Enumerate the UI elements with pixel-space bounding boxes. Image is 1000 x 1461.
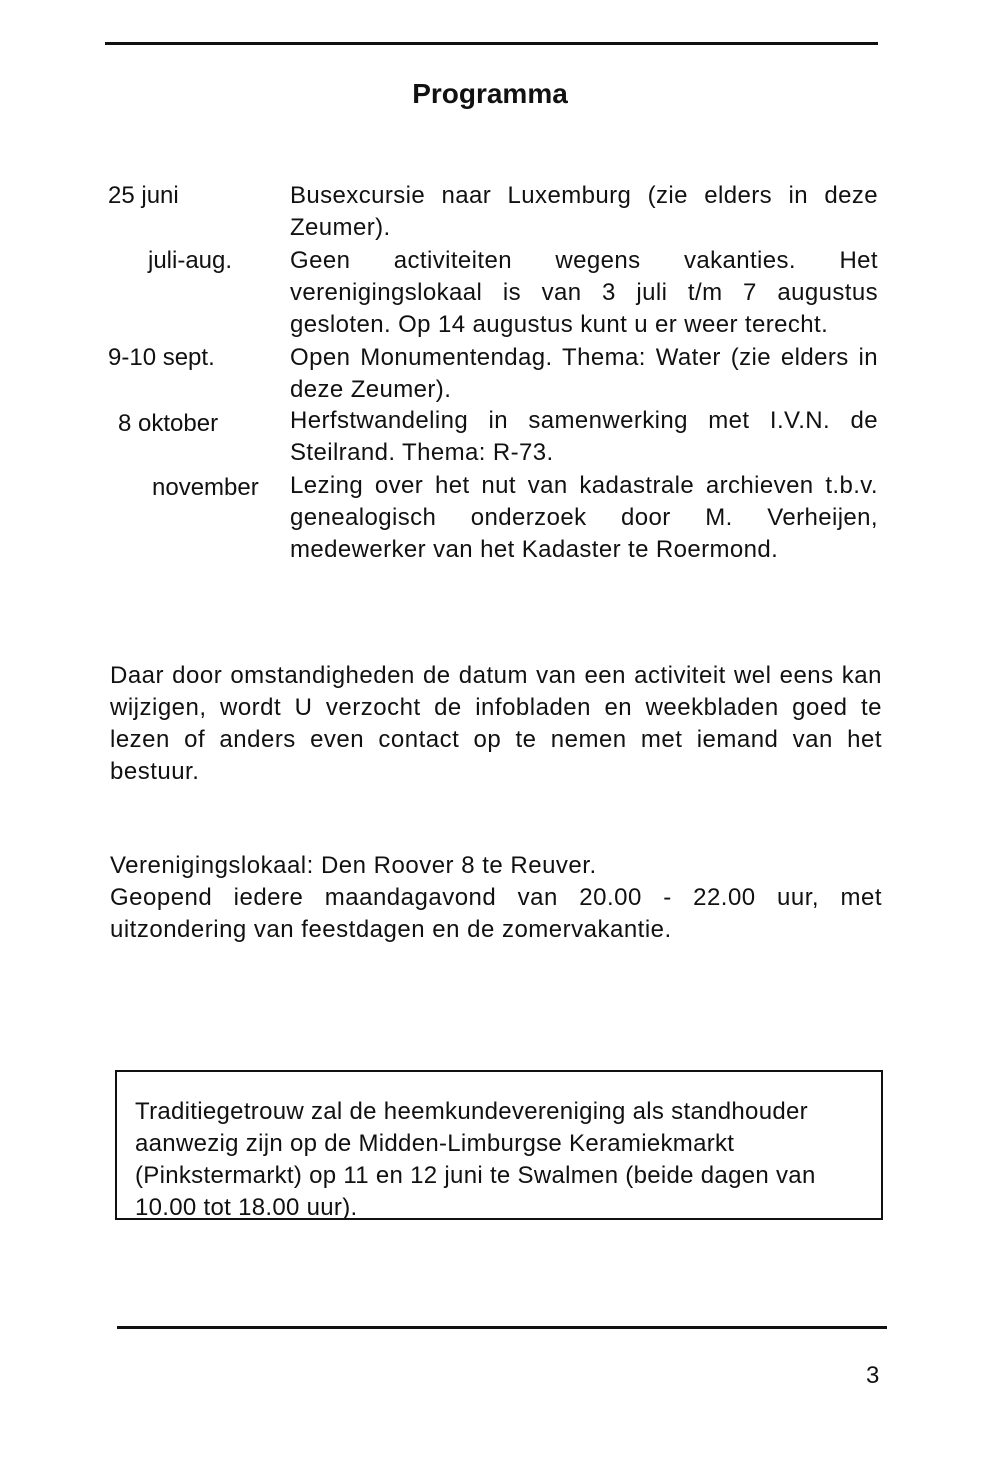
program-description: Herfstwandeling in samenwerking met I.V.N. de Steilrand. Thema: R-73. [290, 407, 878, 466]
notice-paragraph: Daar door omstandigheden de datum van een activiteit wel eens kan wijzigen, wordt U verzocht de infobladen en weekbladen goed te lezen of anders even contact op te nemen met iemand van het bestuur. [110, 662, 882, 785]
venue-location: Verenigingslokaal: Den Roover 8 te Reuver. [110, 852, 597, 879]
page-title: Programma [412, 78, 568, 109]
program-date: juli-aug. [148, 247, 233, 274]
top-rule [105, 42, 878, 45]
page-number: 3 [866, 1362, 880, 1389]
boxed-note [115, 1070, 883, 1220]
program-date: november [152, 474, 259, 501]
program-description: Geen activiteiten wegens vakanties. Het verenigingslokaal is van 3 juli t/m 7 augustus gesloten. Op 14 augustus kunt u er weer terecht. [290, 247, 878, 338]
program-description: Busexcursie naar Luxemburg (zie elders in deze Zeumer). [290, 182, 878, 241]
venue-hours: Geopend iedere maandagavond van 20.00 - 22.00 uur, met uitzondering van feestdagen en de zomervakantie. [110, 884, 882, 943]
program-description: Lezing over het nut van kadastrale archieven t.b.v. genealogisch onderzoek door M. Verheijen, medewerker van het Kadaster te Roermond. [290, 472, 878, 563]
program-description: Open Monumentendag. Thema: Water (zie elders in deze Zeumer). [290, 344, 878, 403]
program-date: 9-10 sept. [108, 344, 215, 371]
program-date: 8 oktober [118, 410, 219, 437]
bottom-rule [117, 1326, 887, 1329]
program-date: 25 juni [108, 182, 179, 209]
boxed-note-text: Traditiegetrouw zal de heemkundevereniging als standhouder aanwezig zijn op de Midden-Limburgse Keramiekmarkt (Pinkstermarkt) op 11 en 12 juni te Swalmen (beide dagen van 10.00 tot 18.00 uur). [135, 1098, 816, 1221]
